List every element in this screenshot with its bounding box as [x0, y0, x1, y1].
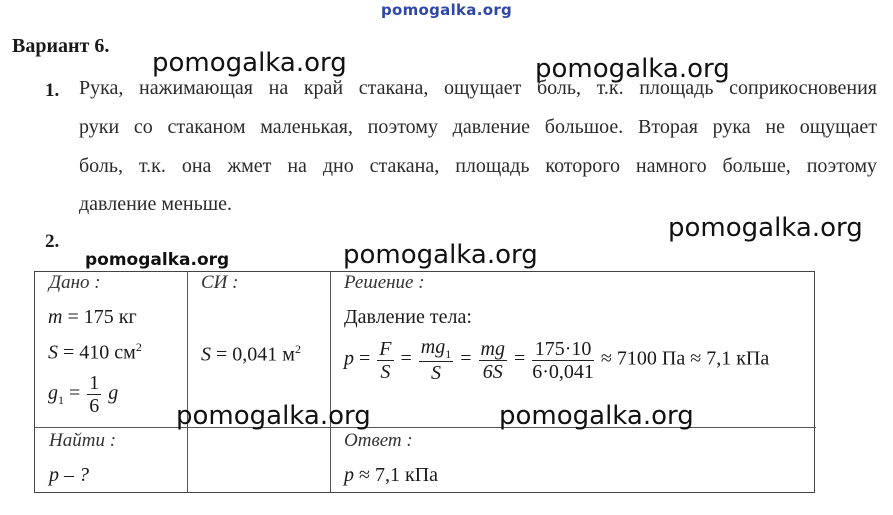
- solution-header: Решение :: [344, 272, 425, 293]
- table-divider: [330, 272, 331, 492]
- fraction: $\frac{175\cdot 10}{6\cdot 0,041}$: [532, 337, 594, 383]
- solution-formula: p = $\frac{F}{S}$ = $\frac{mg_1}{S}$ = $\frac{mg}{6S}$ = $\frac{175\cdot 10}{6\cdot 0,041}$ ≈ 7100 Па ≈ 7,1 кПа: [344, 336, 770, 385]
- watermark: pomogalka.org: [343, 240, 538, 270]
- answer-header: Ответ :: [344, 430, 413, 451]
- given-mass: m = 175 кг: [48, 306, 137, 328]
- answer-1-line: Рука, нажимающая на край стакана, ощущает боль, т.к. площадь соприкосновения: [79, 77, 877, 99]
- fraction: $\frac{mg}{6S}$: [480, 337, 505, 383]
- fraction: $\frac{1}{6}$: [89, 372, 100, 417]
- si-area: S = 0,041 $м^2$: [201, 342, 301, 366]
- fraction: $\frac{mg_1}{S}$: [420, 336, 452, 385]
- watermark: pomogalka.org: [85, 250, 230, 270]
- answer-1-line: руки со стаканом маленькая, поэтому давление большое. Вторая рука не ощущает: [79, 116, 877, 138]
- given-header: Дано :: [49, 272, 101, 293]
- given-area: S = 410 $см^2$: [48, 340, 142, 364]
- find-header: Найти :: [49, 430, 117, 451]
- solution-table: [34, 271, 815, 493]
- fraction: $\frac{F}{S}$: [379, 337, 392, 383]
- answer-2-number: 2.: [45, 231, 60, 252]
- si-header: СИ :: [201, 272, 239, 293]
- watermark: pomogalka.org: [152, 48, 347, 78]
- answer-value: p ≈ 7,1 кПа: [344, 464, 439, 486]
- watermark: pomogalka.org: [535, 54, 730, 84]
- answer-1-line: боль, т.к. она жмет на дно стакана, площадь которого намного больше, поэтому: [79, 155, 877, 177]
- solution-text: Давление тела:: [344, 306, 472, 328]
- table-divider: [187, 272, 188, 492]
- variant-title: Вариант 6.: [12, 35, 110, 57]
- given-gravity: $g_1$ = $\frac{1}{6}$ g: [48, 372, 119, 417]
- watermark: pomogalka.org: [176, 401, 371, 431]
- find-value: p – ?: [49, 464, 89, 486]
- answer-1-line: давление меньше.: [79, 193, 233, 215]
- watermark: pomogalka.org: [499, 401, 694, 431]
- site-header: pomogalka.org: [380, 1, 513, 19]
- answer-1-number: 1.: [45, 80, 60, 101]
- watermark: pomogalka.org: [668, 213, 863, 243]
